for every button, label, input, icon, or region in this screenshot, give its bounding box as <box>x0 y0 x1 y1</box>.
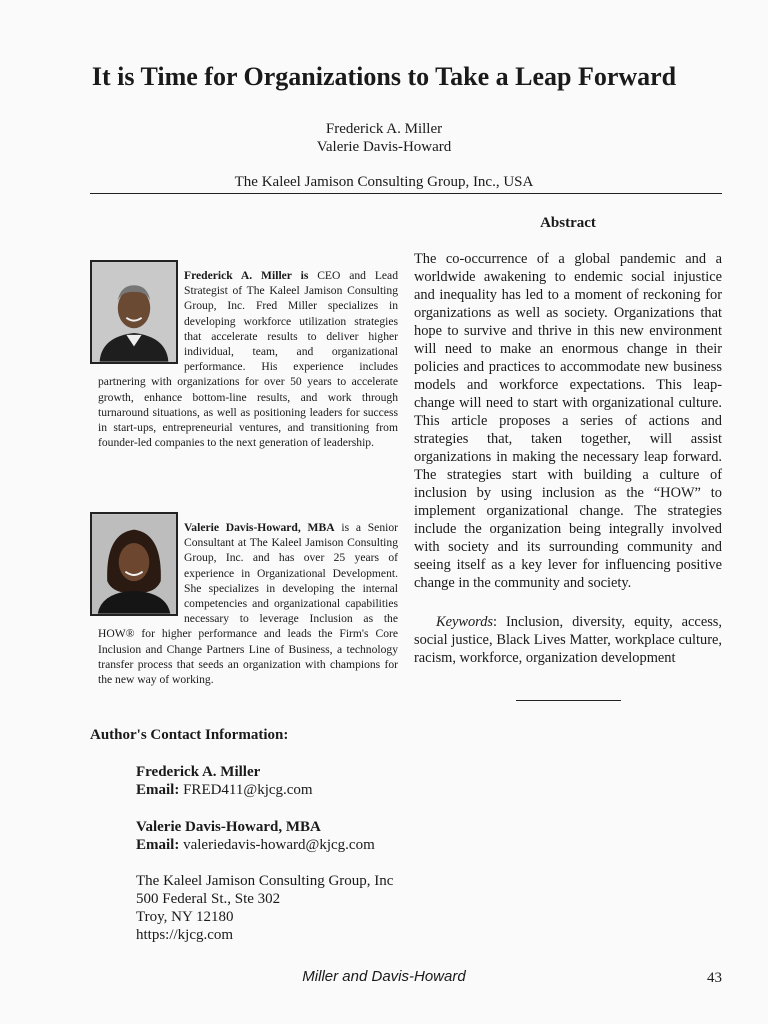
author-name: Valerie Davis-Howard <box>316 139 452 155</box>
page-number: 43 <box>707 970 722 986</box>
keywords <box>414 613 722 667</box>
address-line: Troy, NY 12180 <box>136 909 234 925</box>
bio-miller <box>98 268 398 450</box>
bio-name: Valerie Davis-Howard, MBA <box>184 521 335 534</box>
keywords-list: : Inclusion, diversity, equity, access, social justice, Black Lives Matter, workplace culture, racism, workforce, organization development <box>414 614 722 666</box>
author-photo-davis-howard <box>90 512 178 616</box>
affiliation: The Kaleel Jamison Consulting Group, Inc., USA <box>234 174 534 190</box>
email-address[interactable]: valeriedavis-howard@kjcg.com <box>183 837 375 853</box>
bio-text: is a Senior Consultant at The Kaleel Jamison Consulting Group, Inc. and has over 25 years of experience in Organizational Development. She specializes in developing the internal competencies and organizational capabilities necessary to leverage Inclusion as the HOW® for higher performance and leads the Firm's Core Inclusion and Change Partners Line of Business, a technology transfer process that seeds an organization with champions for the new way of working. <box>98 521 399 687</box>
contact-heading: Author's Contact Information: <box>90 727 289 743</box>
contact-address <box>136 872 393 944</box>
portrait-icon <box>92 262 176 362</box>
abstract-heading: Abstract <box>540 215 596 231</box>
running-footer: Miller and Davis-Howard <box>302 968 466 985</box>
author-list <box>0 120 768 156</box>
contact-name: Valerie Davis-Howard, MBA <box>136 819 321 835</box>
contact-davis-howard <box>136 818 375 854</box>
paper-title: It is Time for Organizations to Take a Leap Forward <box>91 62 677 91</box>
keywords-label: Keywords <box>436 614 494 630</box>
email-label: Email: <box>136 782 180 798</box>
portrait-icon <box>92 514 176 614</box>
address-line: 500 Federal St., Ste 302 <box>136 891 281 907</box>
contact-name: Frederick A. Miller <box>136 764 261 780</box>
bio-name-suffix: is <box>291 269 309 282</box>
bio-text: CEO and Lead Strategist of The Kaleel Jamison Consulting Group, Inc. Fred Miller specializes in developing workforce utilization strategies that accelerate results to deliver higher individual, team, and organizational performance. His experience includes partnering with organizations for over 50 years to accelerate growth, enhance bottom-line results, and work through turnaround situations, as well as positioning leaders for success in start-ups, entrepreneurial ventures, and transitioning from founder-led companies to the next generation of leadership. <box>98 269 398 450</box>
bio-name: Frederick A. Miller <box>184 269 292 282</box>
email-label: Email: <box>136 837 180 853</box>
abstract-text: The co-occurrence of a global pandemic and a worldwide awakening to endemic social injustice and inequality has led to a moment of reckoning for organizations as well as society. Organizations that hope to survive and thrive in this new environment will need to make an enormous change in their policies and practices to accommodate new business models and workforce expectations. This leap-change will need to start with organizational culture. This article proposes a series of actions and strategies that, taken together, will assist organizations in making the necessary leap forward. The strategies start with building a culture of inclusion by using inclusion as the “HOW” to implement organizational change. The strategies include the organization being integrally involved with society and its surrounding community and seeing itself as a key lever for influencing positive change in the community and society. <box>414 251 722 591</box>
author-name: Frederick A. Miller <box>325 121 443 137</box>
email-address[interactable]: FRED411@kjcg.com <box>183 782 313 798</box>
section-divider <box>516 700 621 701</box>
contact-miller <box>136 763 313 799</box>
org-name: The Kaleel Jamison Consulting Group, Inc <box>136 873 394 889</box>
website-link[interactable]: https://kjcg.com <box>136 927 234 943</box>
header-divider <box>90 193 722 194</box>
author-photo-miller <box>90 260 178 364</box>
bio-davis-howard <box>98 520 398 687</box>
